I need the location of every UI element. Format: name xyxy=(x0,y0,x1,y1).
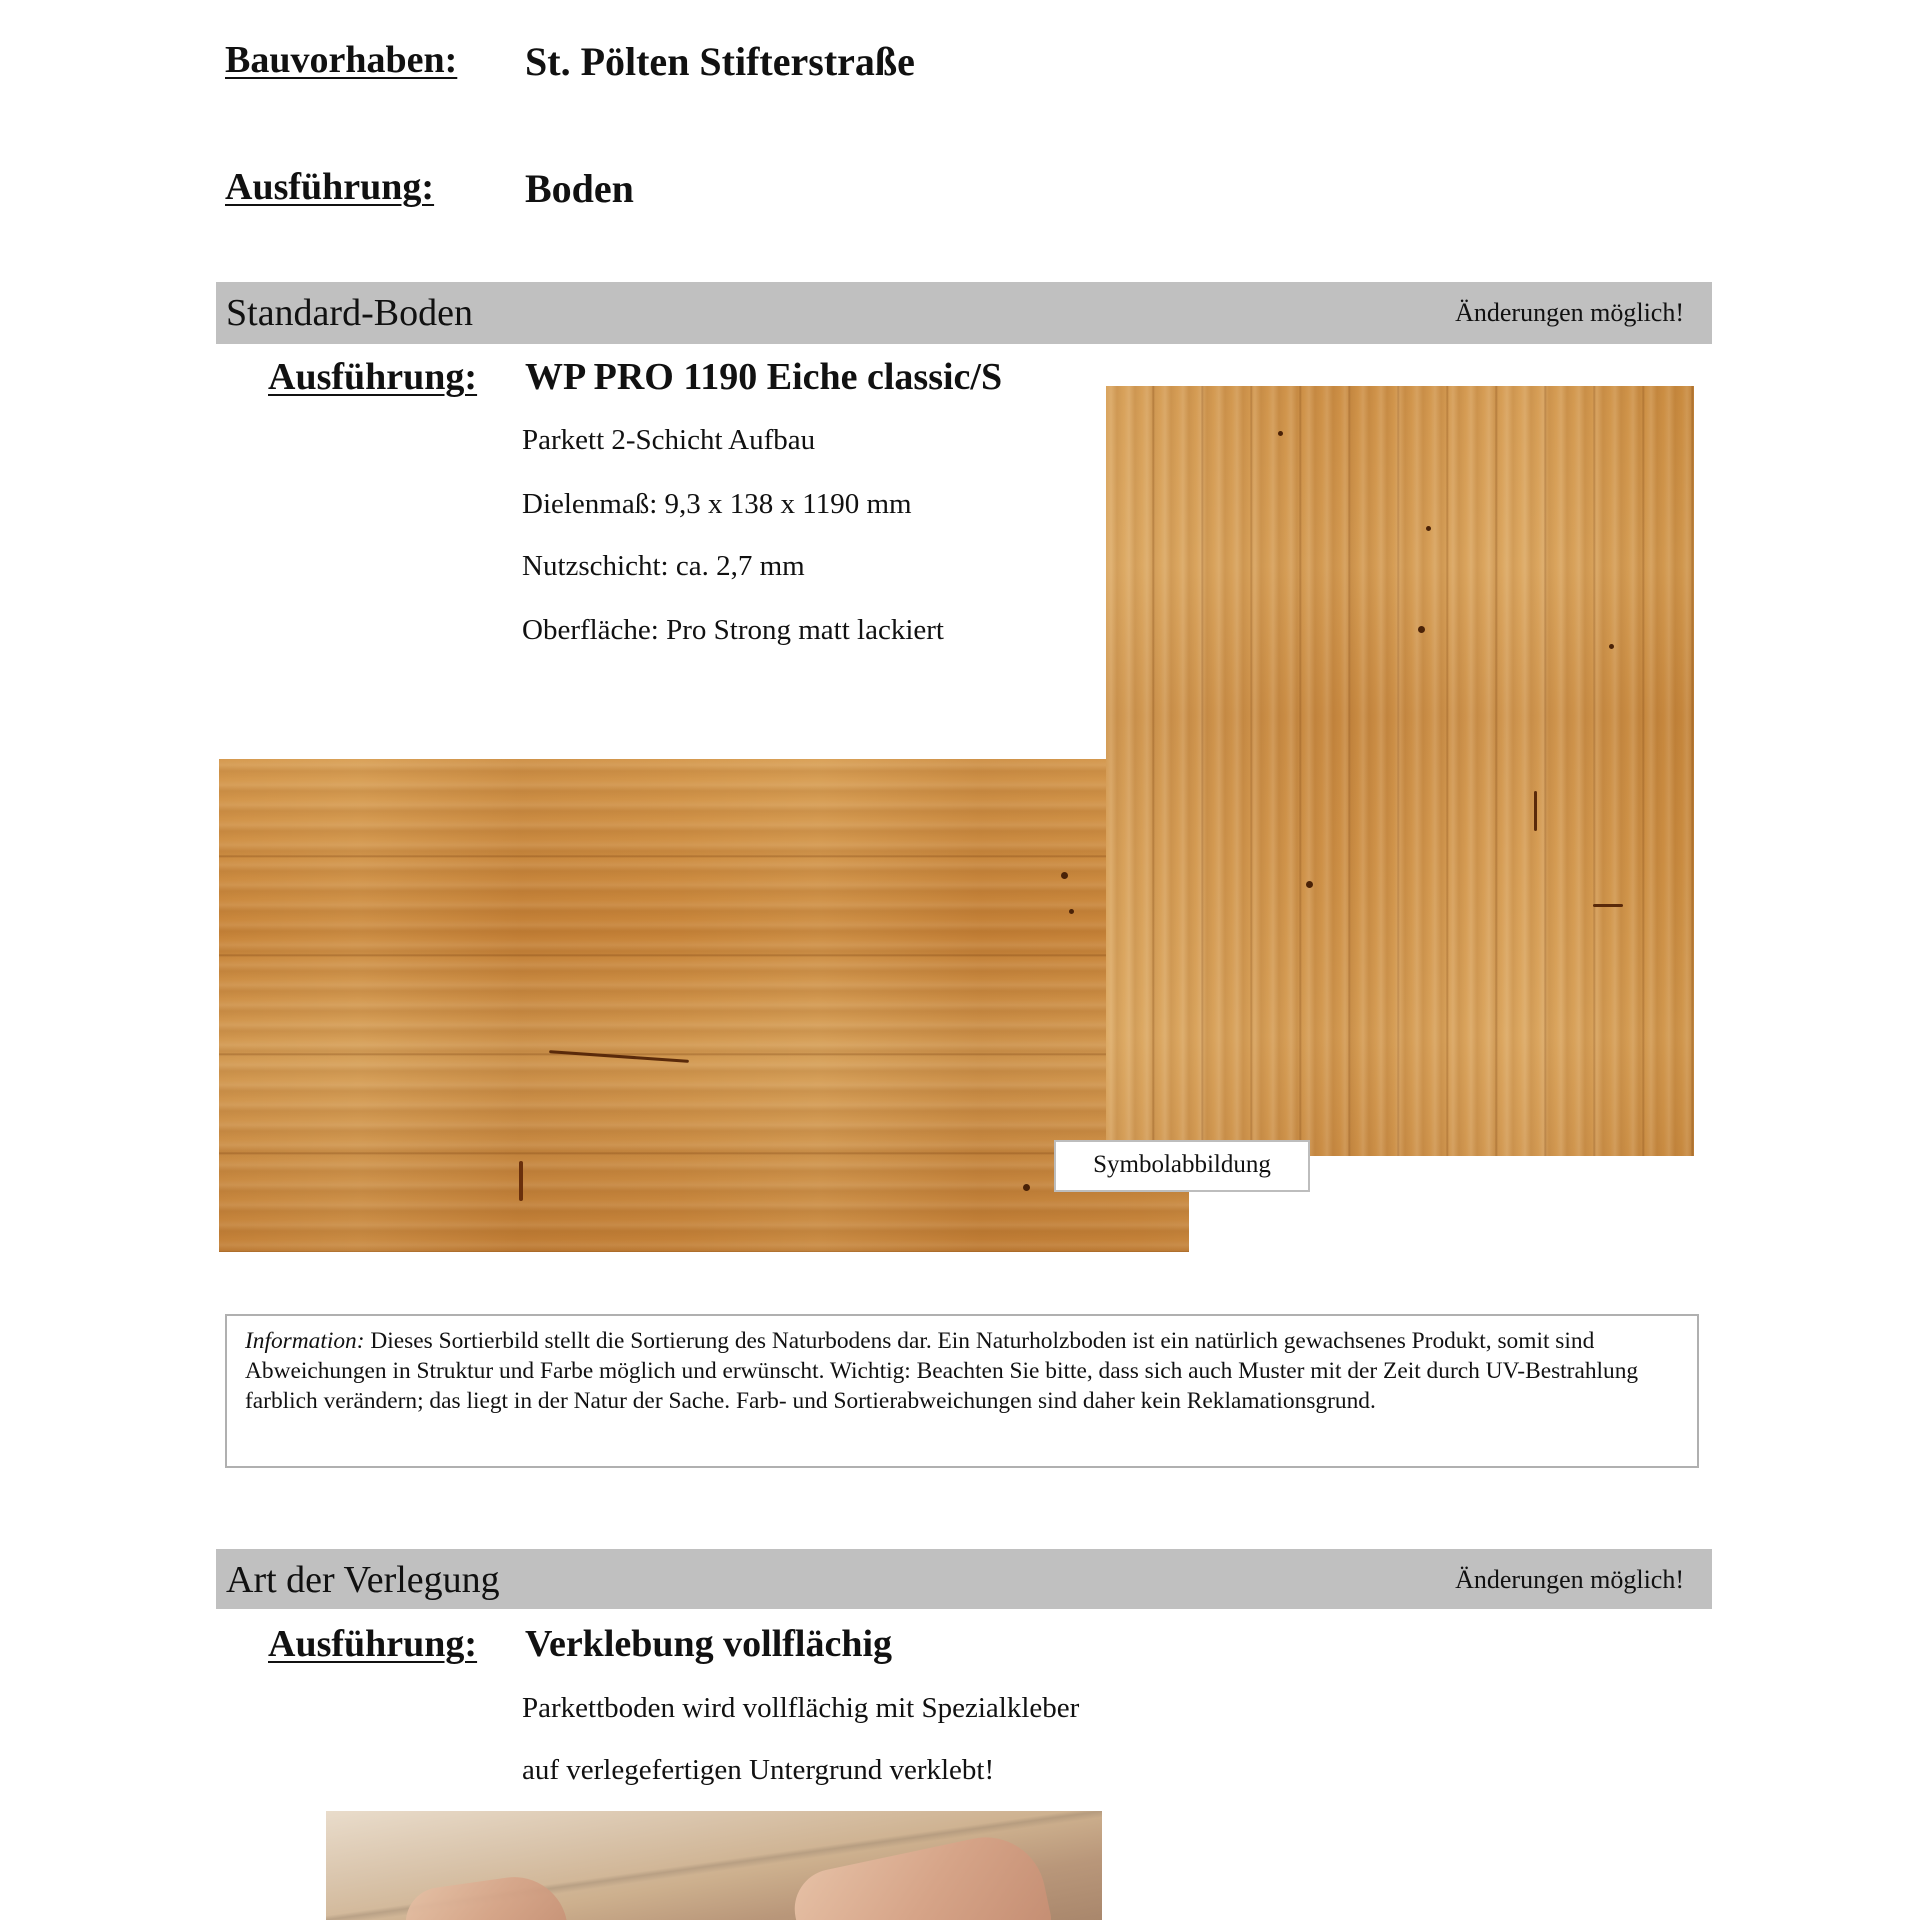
floor-sample-image-vertical xyxy=(1106,386,1694,1156)
hand-photo-detail xyxy=(401,1870,571,1920)
section-title: Art der Verlegung xyxy=(226,1559,500,1601)
spec-line: Oberfläche: Pro Strong matt lackiert xyxy=(522,614,944,646)
spec-line: Parkett 2-Schicht Aufbau xyxy=(522,424,816,456)
execution-label: Ausführung: xyxy=(225,166,435,208)
section-title: Standard-Boden xyxy=(226,292,473,334)
information-label: Information: xyxy=(245,1328,365,1354)
information-box xyxy=(225,1314,1699,1468)
hand-photo-detail xyxy=(787,1826,1054,1920)
laying-method: Verklebung vollflächig xyxy=(525,1623,893,1665)
section-bar-laying xyxy=(216,1549,1712,1609)
spec-line: Nutzschicht: ca. 2,7 mm xyxy=(522,550,805,582)
image-caption: Symbolabbildung xyxy=(1054,1140,1310,1192)
changes-possible-note: Änderungen möglich! xyxy=(1455,1565,1684,1594)
information-text: Dieses Sortierbild stellt die Sortierung des Naturbodens dar. Ein Naturholzboden ist ein natürlich gewachsenes Produkt, somit sind Abweichungen in Struktur und Farbe möglich und erwünscht. Wichtig: Beachten Sie bitte, dass sich auch Muster mit der Zeit durch UV-Bestrahlung farblich verändern; das liegt in der Natur der Sache. Farb- und Sortierabweichungen sind daher kein Reklamationsgrund. xyxy=(245,1328,1639,1414)
changes-possible-note: Änderungen möglich! xyxy=(1455,298,1684,327)
section-bar-floor xyxy=(216,282,1712,344)
execution-value: Boden xyxy=(525,166,634,211)
floor-sample-image-horizontal xyxy=(219,759,1189,1252)
project-label: Bauvorhaben: xyxy=(225,39,458,81)
product-name: WP PRO 1190 Eiche classic/S xyxy=(525,356,1003,398)
spec-line: Dielenmaß: 9,3 x 138 x 1190 mm xyxy=(522,488,912,520)
laying-description-line: auf verlegefertigen Untergrund verklebt! xyxy=(522,1754,995,1786)
floor-execution-label: Ausführung: xyxy=(268,356,478,398)
project-value: St. Pölten Stifterstraße xyxy=(525,39,915,84)
laying-execution-label: Ausführung: xyxy=(268,1623,478,1665)
laying-description-line: Parkettboden wird vollflächig mit Spezialkleber xyxy=(522,1692,1080,1724)
laying-photo xyxy=(326,1811,1102,1920)
